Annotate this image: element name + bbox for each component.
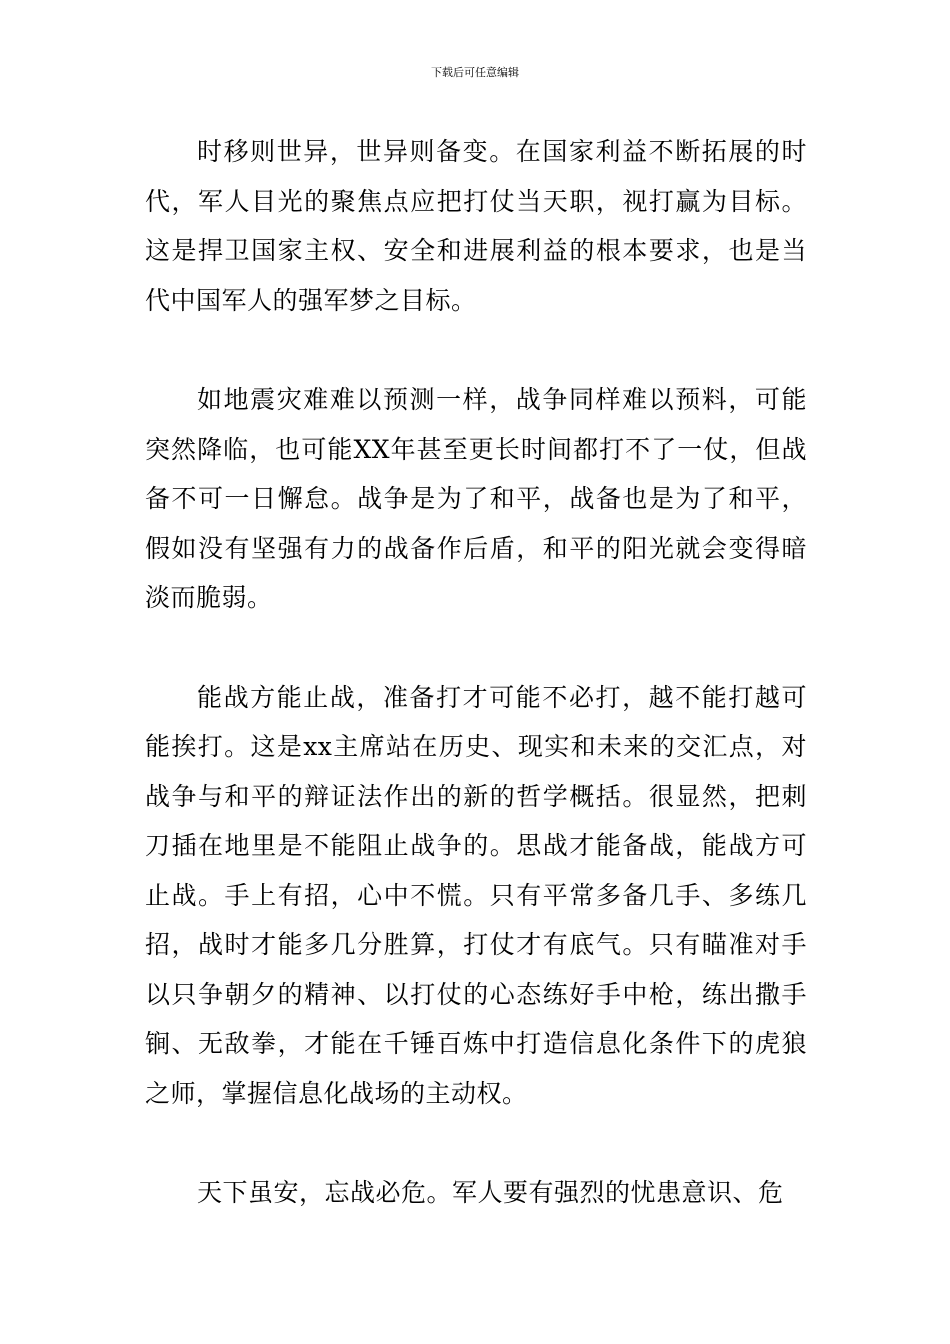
document-body [145,127,807,1268]
paragraph-4: 天下虽安，忘战必危。军人要有强烈的忧患意识、危 [197,1178,784,1207]
paragraph-3: 能战方能止战，准备打才可能不必打，越不能打越可能挨打。这是xx主席站在历史、现实和未来的交汇点，对战争与和平的辩证法作出的新的哲学概括。很显然，把刺刀插在地里是不能阻止战争的。思战才能备战，能战方可止战。手上有招，心中不慌。只有平常多备几手、多练几招，战时才能多几分胜算，打仗才有底气。只有瞄准对手以只争朝夕的精神、以打仗的心态练好手中枪，练出撒手锏、无敌拳，才能在千锤百炼中打造信息化条件下的虎狼之师，掌握信息化战场的主动权。 [145,682,807,1108]
paragraph-1: 时移则世异，世异则备变。在国家利益不断拓展的时代，军人目光的聚焦点应把打仗当天职，视打赢为目标。这是捍卫国家主权、安全和进展利益的根本要求，也是当代中国军人的强军梦之目标。 [145,137,807,315]
page-header: 下载后可任意编辑 [431,66,519,79]
paragraph-2: 如地震灾难难以预测一样，战争同样难以预料，可能突然降临，也可能XX年甚至更长时间都打不了一仗，但战备不可一日懈怠。战争是为了和平，战备也是为了和平，假如没有坚强有力的战备作后盾，和平的阳光就会变得暗淡而脆弱。 [145,385,807,612]
